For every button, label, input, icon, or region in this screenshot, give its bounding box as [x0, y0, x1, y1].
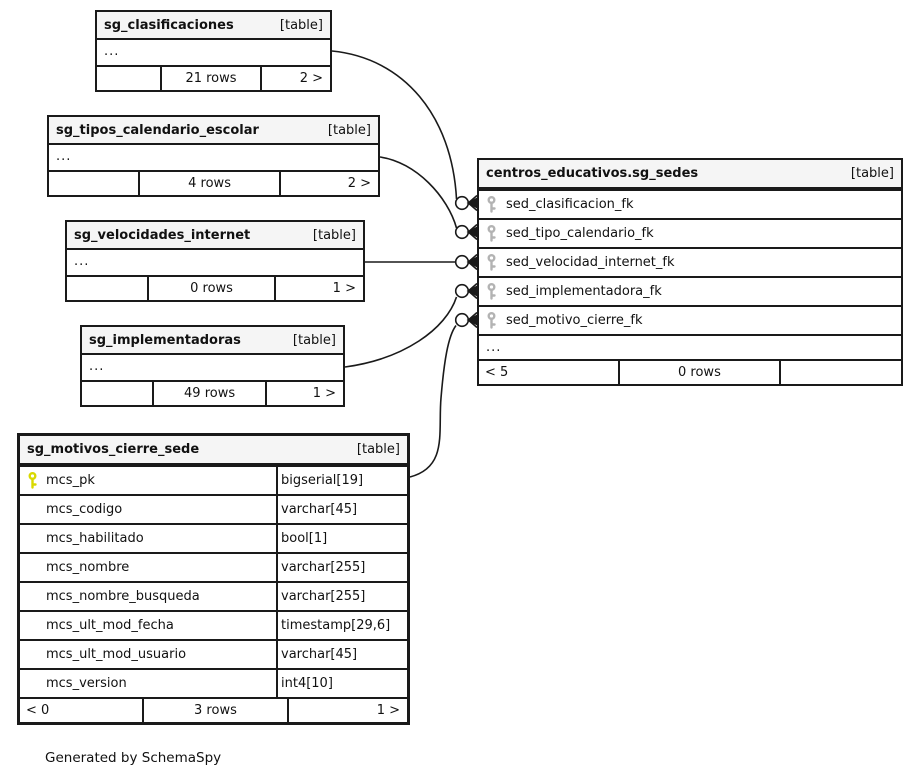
- table-header[interactable]: [97, 12, 330, 40]
- column-row-mcs-nombre: [20, 552, 407, 581]
- column-type: int4[10]: [281, 676, 333, 691]
- table-name[interactable]: centros_educativos.sg_sedes: [486, 166, 699, 181]
- column-type: timestamp[29,6]: [281, 618, 391, 633]
- footer-row-count: 21 rows: [160, 67, 260, 90]
- column-row-sed-motivo-cierre-fk: [479, 305, 901, 334]
- column-row-mcs-pk: [20, 465, 407, 494]
- table-name[interactable]: sg_velocidades_internet: [74, 227, 251, 243]
- fk-endpoint-markers: [456, 196, 477, 328]
- generated-by-caption: Generated by SchemaSpy: [45, 750, 222, 766]
- footer-row-count: 4 rows: [138, 172, 279, 195]
- table-name[interactable]: sg_implementadoras: [89, 332, 241, 348]
- column-type: varchar[255]: [281, 589, 366, 604]
- column-name: mcs_ult_mod_usuario: [46, 647, 187, 662]
- column-row-mcs-nombre-busqueda: [20, 581, 407, 610]
- primary-key-icon: [27, 472, 38, 489]
- connector-tipos-calendario-to-sedes: [380, 157, 457, 228]
- column-type: bool[1]: [281, 531, 328, 546]
- footer-left: [67, 277, 147, 300]
- table-type-tag: [table]: [279, 17, 323, 33]
- footer-left: [97, 67, 160, 90]
- footer-row-count: 49 rows: [152, 382, 264, 405]
- column-type: varchar[255]: [281, 560, 366, 575]
- foreign-key-icon: [486, 254, 497, 271]
- collapsed-columns-ellipsis: ...: [74, 254, 90, 269]
- table-type-tag: [table]: [850, 166, 894, 181]
- column-type: bigserial[19]: [281, 473, 364, 488]
- footer-row-count: 0 rows: [618, 361, 778, 384]
- table-header[interactable]: [20, 436, 407, 465]
- table-name[interactable]: sg_clasificaciones: [104, 17, 234, 33]
- table-sg-velocidades-internet[interactable]: [65, 220, 365, 302]
- table-name[interactable]: sg_motivos_cierre_sede: [27, 442, 200, 457]
- connector-motivos-to-sedes: [410, 326, 456, 478]
- table-header[interactable]: [479, 160, 901, 189]
- foreign-key-icon: [486, 196, 497, 213]
- footer-relations-in: < 5: [485, 365, 509, 380]
- footer-relations-out: 1 >: [265, 382, 343, 405]
- column-row-mcs-ult-mod-usuario: [20, 639, 407, 668]
- collapsed-columns-ellipsis: ...: [479, 334, 901, 359]
- table-footer: [67, 275, 363, 300]
- column-row-sed-velocidad-internet-fk: [479, 247, 901, 276]
- column-row-mcs-ult-mod-fecha: [20, 610, 407, 639]
- table-header[interactable]: [82, 327, 343, 355]
- footer-row-count: 0 rows: [147, 277, 274, 300]
- footer-relations-out: 1 >: [274, 277, 363, 300]
- column-row-mcs-habilitado: [20, 523, 407, 552]
- table-footer: [20, 697, 407, 722]
- foreign-key-icon: [486, 312, 497, 329]
- table-footer: [97, 65, 330, 90]
- column-type: varchar[45]: [281, 647, 358, 662]
- table-type-tag: [table]: [327, 122, 371, 138]
- column-name: mcs_habilitado: [46, 531, 144, 546]
- footer-left: [82, 382, 152, 405]
- footer-relations-out: 2 >: [260, 67, 330, 90]
- table-footer: [479, 359, 901, 384]
- table-sg-implementadoras[interactable]: [80, 325, 345, 407]
- column-row-sed-implementadora-fk: [479, 276, 901, 305]
- collapsed-columns-ellipsis: ...: [56, 149, 72, 164]
- table-name[interactable]: sg_tipos_calendario_escolar: [56, 122, 259, 138]
- collapsed-columns-ellipsis: ...: [89, 359, 105, 374]
- column-name: mcs_ult_mod_fecha: [46, 618, 174, 633]
- table-sg-motivos-cierre-sede[interactable]: [17, 433, 410, 725]
- column-name: mcs_pk: [46, 473, 95, 488]
- footer-relations-in: < 0: [26, 703, 50, 718]
- foreign-key-icon: [486, 225, 497, 242]
- table-footer: [49, 170, 378, 195]
- column-name: mcs_codigo: [46, 502, 123, 517]
- footer-row-count: 3 rows: [142, 699, 287, 722]
- table-type-tag: [table]: [312, 227, 356, 243]
- column-name: sed_velocidad_internet_fk: [506, 255, 675, 270]
- table-centros-educativos-sg-sedes[interactable]: [477, 158, 903, 386]
- column-name: sed_clasificacion_fk: [506, 197, 634, 212]
- table-sg-tipos-calendario-escolar[interactable]: [47, 115, 380, 197]
- column-name: sed_tipo_calendario_fk: [506, 226, 654, 241]
- column-row-sed-clasificacion-fk: [479, 189, 901, 218]
- table-type-tag: [table]: [356, 442, 400, 457]
- column-name: mcs_version: [46, 676, 127, 691]
- column-row-mcs-version: [20, 668, 407, 697]
- footer-left: [49, 172, 138, 195]
- footer-relations-out: [779, 361, 901, 384]
- table-type-tag: [table]: [292, 332, 336, 348]
- table-sg-clasificaciones[interactable]: [95, 10, 332, 92]
- connector-implementadoras-to-sedes: [345, 297, 457, 367]
- column-row-mcs-codigo: [20, 494, 407, 523]
- foreign-key-icon: [486, 283, 497, 300]
- collapsed-columns-ellipsis: ...: [104, 44, 120, 59]
- table-header[interactable]: [67, 222, 363, 250]
- column-name: sed_motivo_cierre_fk: [506, 313, 643, 328]
- column-name: mcs_nombre: [46, 560, 130, 575]
- footer-relations-out: 2 >: [279, 172, 378, 195]
- footer-relations-out: 1 >: [287, 699, 407, 722]
- column-type: varchar[45]: [281, 502, 358, 517]
- column-row-sed-tipo-calendario-fk: [479, 218, 901, 247]
- table-footer: [82, 380, 343, 405]
- table-header[interactable]: [49, 117, 378, 145]
- column-name: mcs_nombre_busqueda: [46, 589, 200, 604]
- column-name: sed_implementadora_fk: [506, 284, 662, 299]
